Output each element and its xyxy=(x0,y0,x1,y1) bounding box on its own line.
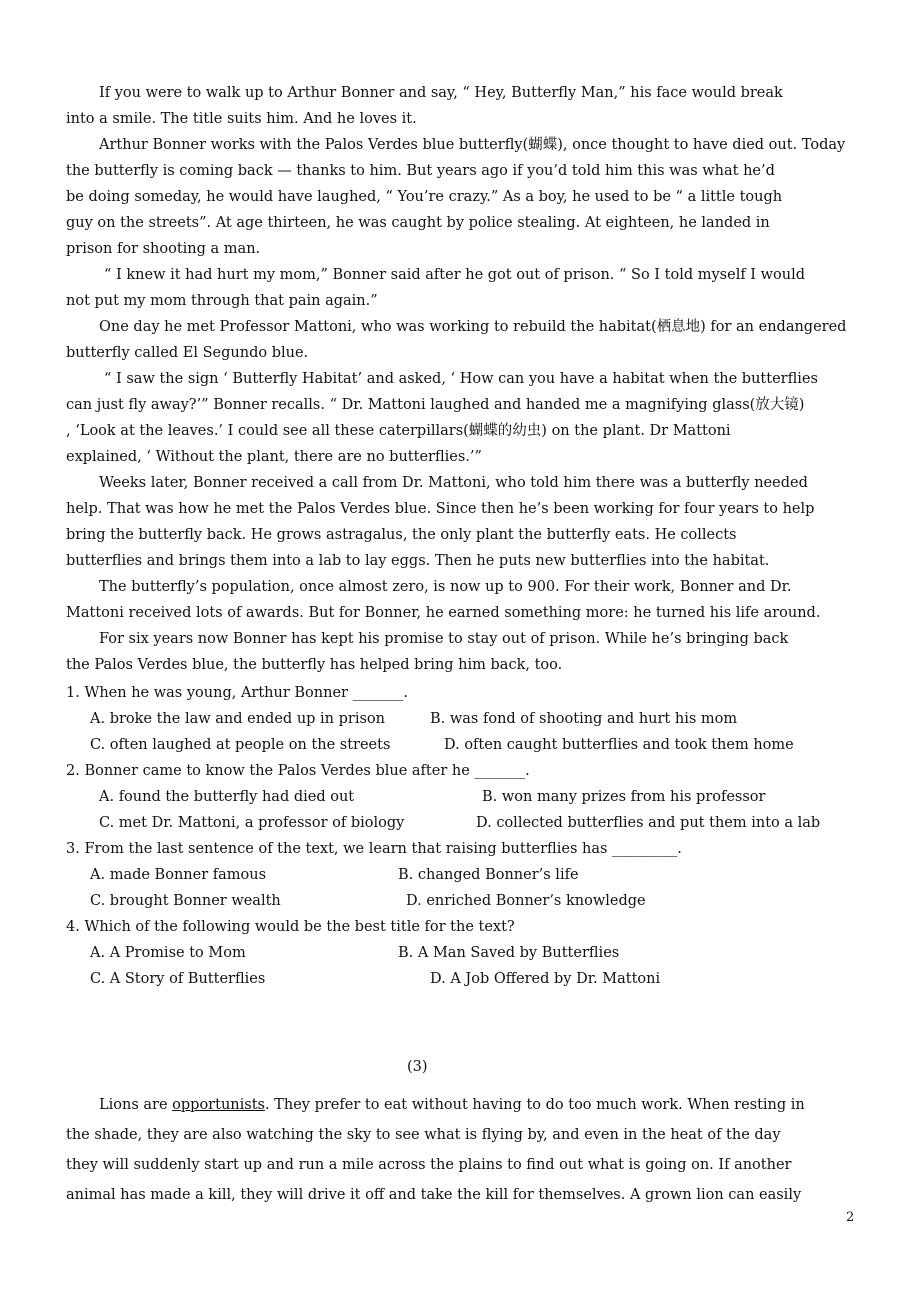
underlined-word: opportunists xyxy=(172,1097,265,1113)
paragraph-line: can just fly away?’” Bonner recalls. “ Dr. Mattoni laughed and handed me a magnifying glass(放大镜) xyxy=(66,397,805,413)
option[interactable]: C. brought Bonner wealth xyxy=(90,893,281,909)
paragraph-line: Arthur Bonner works with the Palos Verdes blue butterfly(蝴蝶), once thought to have died out. Today xyxy=(99,137,846,153)
paragraph-line: help. That was how he met the Palos Verdes blue. Since then he’s been working for four years to help xyxy=(66,501,815,517)
paragraph-line: Mattoni received lots of awards. But for Bonner, he earned something more: he turned his life around. xyxy=(66,605,821,621)
first-words: Lions are xyxy=(99,1097,173,1113)
paragraph-line: The butterfly’s population, once almost zero, is now up to 900. For their work, Bonner and Dr. xyxy=(99,579,792,595)
paragraph-line: explained, ‘ Without the plant, there are no butterflies.’” xyxy=(66,449,482,465)
paragraph-line: not put my mom through that pain again.” xyxy=(66,293,378,309)
first-line-rest: . They prefer to eat without having to do too much work. When resting in xyxy=(264,1097,805,1113)
paragraph-line xyxy=(99,1096,805,1114)
option[interactable]: B. A Man Saved by Butterflies xyxy=(398,945,620,961)
paragraph-line: “ I knew it had hurt my mom,” Bonner said after he got out of prison. “ So I told myself I would xyxy=(104,267,806,283)
paragraph-line: bring the butterfly back. He grows astragalus, the only plant the butterfly eats. He collects xyxy=(66,527,737,543)
option[interactable]: D. A Job Offered by Dr. Mattoni xyxy=(430,971,661,987)
paragraph-line: the Palos Verdes blue, the butterfly has helped bring him back, too. xyxy=(66,657,563,673)
option[interactable]: D. enriched Bonner’s knowledge xyxy=(406,893,646,909)
paragraph-line: into a smile. The title suits him. And he loves it. xyxy=(66,111,417,127)
paragraph-line: the shade, they are also watching the sky to see what is flying by, and even in the heat of the day xyxy=(66,1127,781,1143)
question-stem: 4. Which of the following would be the best title for the text? xyxy=(66,919,515,935)
option[interactable]: C. met Dr. Mattoni, a professor of biology xyxy=(99,815,405,831)
option[interactable]: A. made Bonner famous xyxy=(90,867,267,883)
paragraph-line: One day he met Professor Mattoni, who was working to rebuild the habitat(栖息地) for an endangered xyxy=(99,319,847,335)
question-stem: 2. Bonner came to know the Palos Verdes blue after he _______. xyxy=(66,763,530,779)
paragraph-line: animal has made a kill, they will drive it off and take the kill for themselves. A grown lion can easily xyxy=(66,1187,802,1203)
option[interactable]: C. often laughed at people on the streets xyxy=(90,737,391,753)
option[interactable]: B. won many prizes from his professor xyxy=(482,789,766,805)
option[interactable]: A. found the butterfly had died out xyxy=(99,789,355,805)
option[interactable]: D. often caught butterflies and took them home xyxy=(444,737,794,753)
option[interactable]: A. A Promise to Mom xyxy=(90,945,246,961)
paragraph-line: If you were to walk up to Arthur Bonner and say, “ Hey, Butterfly Man,” his face would break xyxy=(99,85,783,101)
paragraph-line: the butterfly is coming back — thanks to him. But years ago if you’d told him this was what he’d xyxy=(66,163,775,179)
question-stem: 1. When he was young, Arthur Bonner _______. xyxy=(66,685,408,701)
paragraph-line: butterflies and brings them into a lab to lay eggs. Then he puts new butterflies into the habitat. xyxy=(66,553,770,569)
option[interactable]: C. A Story of Butterflies xyxy=(90,971,266,987)
paragraph-line: butterfly called El Segundo blue. xyxy=(66,345,309,361)
paragraph-line: For six years now Bonner has kept his promise to stay out of prison. While he’s bringing back xyxy=(99,631,789,647)
paragraph-line: prison for shooting a man. xyxy=(66,241,261,257)
question-stem: 3. From the last sentence of the text, we learn that raising butterflies has _________. xyxy=(66,841,682,857)
option[interactable]: D. collected butterflies and put them into a lab xyxy=(476,815,821,831)
paragraph-line: Weeks later, Bonner received a call from Dr. Mattoni, who told him there was a butterfly needed xyxy=(99,475,808,491)
option[interactable]: B. changed Bonner’s life xyxy=(398,867,579,883)
section-heading: (3) xyxy=(407,1059,428,1075)
paragraph-line: they will suddenly start up and run a mile across the plains to find out what is going on. If another xyxy=(66,1157,792,1173)
paragraph-line: , ‘Look at the leaves.’ I could see all these caterpillars(蝴蝶的幼虫) on the plant. Dr Mattoni xyxy=(66,423,731,439)
paragraph-line: be doing someday, he would have laughed, “ You’re crazy.” As a boy, he used to be “ a little tough xyxy=(66,189,783,205)
page-number: 2 xyxy=(846,1210,855,1225)
paragraph-line: “ I saw the sign ‘ Butterfly Habitat’ and asked, ‘ How can you have a habitat when the butterflies xyxy=(104,371,818,387)
paragraph-line: guy on the streets”. At age thirteen, he was caught by police stealing. At eighteen, he landed in xyxy=(66,215,770,231)
option[interactable]: A. broke the law and ended up in prison xyxy=(90,711,385,727)
option[interactable]: B. was fond of shooting and hurt his mom xyxy=(430,711,738,727)
